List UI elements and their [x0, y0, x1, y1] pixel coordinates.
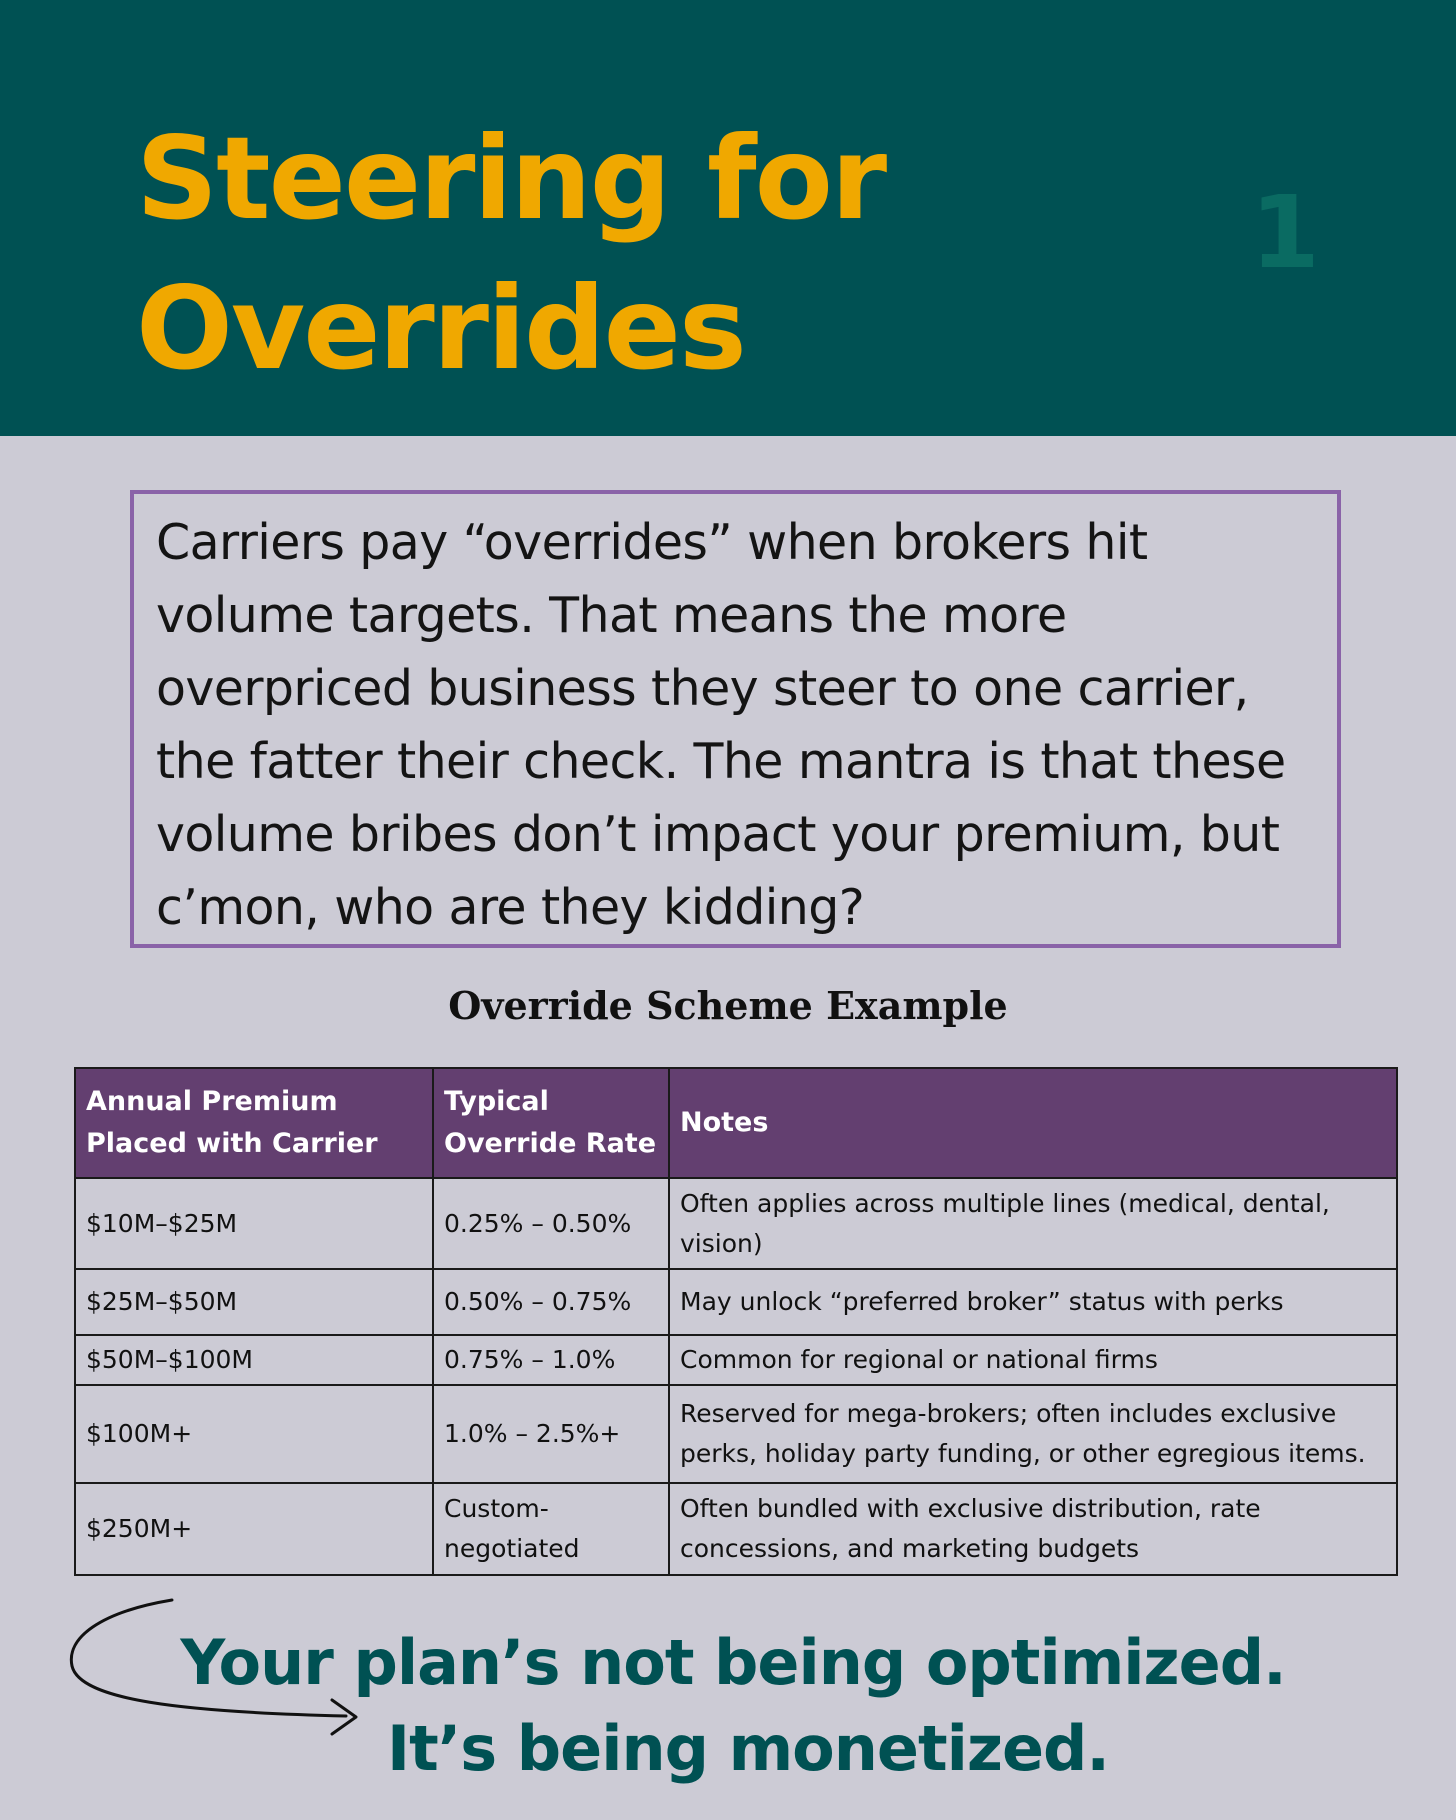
rate-cell: Custom-negotiated	[433, 1483, 669, 1575]
rate-cell: 0.50% – 0.75%	[433, 1269, 669, 1335]
table-caption: Override Scheme Example	[448, 983, 1008, 1028]
override-scheme-table	[74, 1067, 1398, 1576]
column-header-notes: Notes	[669, 1068, 1397, 1178]
rate-cell: 0.25% – 0.50%	[433, 1178, 669, 1269]
premium-cell: $250M+	[75, 1483, 433, 1575]
premium-cell: $25M–$50M	[75, 1269, 433, 1335]
premium-cell: $50M–$100M	[75, 1335, 433, 1385]
tagline-line-2: It’s being monetized.	[387, 1712, 1109, 1785]
table-row	[75, 1385, 1397, 1483]
notes-cell: Often applies across multiple lines (medical, dental, vision)	[669, 1178, 1397, 1269]
notes-cell: Common for regional or national firms	[669, 1335, 1397, 1385]
header-banner	[0, 0, 1456, 436]
rate-cell: 1.0% – 2.5%+	[433, 1385, 669, 1483]
page-title-line-2: Overrides	[136, 262, 745, 395]
premium-cell: $100M+	[75, 1385, 433, 1483]
page-number: 1	[1250, 174, 1320, 291]
table-row	[75, 1335, 1397, 1385]
callout-box	[130, 490, 1341, 948]
callout-text: Carriers pay “overrides” when brokers hit volume targets. That means the more overpriced business they steer to one carrier, the fatter their check. The mantra is that these volume bribes don’t impact your premium, but c’mon, who are they kidding?	[156, 514, 1286, 936]
notes-cell: May unlock “preferred broker” status with perks	[669, 1269, 1397, 1335]
page-title	[136, 104, 885, 404]
table-row	[75, 1269, 1397, 1335]
table-row	[75, 1178, 1397, 1269]
table-row	[75, 1483, 1397, 1575]
tagline-line-1: Your plan’s not being optimized.	[180, 1626, 1286, 1699]
premium-cell: $10M–$25M	[75, 1178, 433, 1269]
page-title-line-1: Steering for	[136, 112, 886, 245]
table-header-row	[75, 1068, 1397, 1178]
rate-cell: 0.75% – 1.0%	[433, 1335, 669, 1385]
column-header-rate: Typical Override Rate	[433, 1068, 669, 1178]
notes-cell: Reserved for mega-brokers; often includes exclusive perks, holiday party funding, or other egregious items.	[669, 1385, 1397, 1483]
notes-cell: Often bundled with exclusive distribution, rate concessions, and marketing budgets	[669, 1483, 1397, 1575]
column-header-premium: Annual Premium Placed with Carrier	[75, 1068, 433, 1178]
